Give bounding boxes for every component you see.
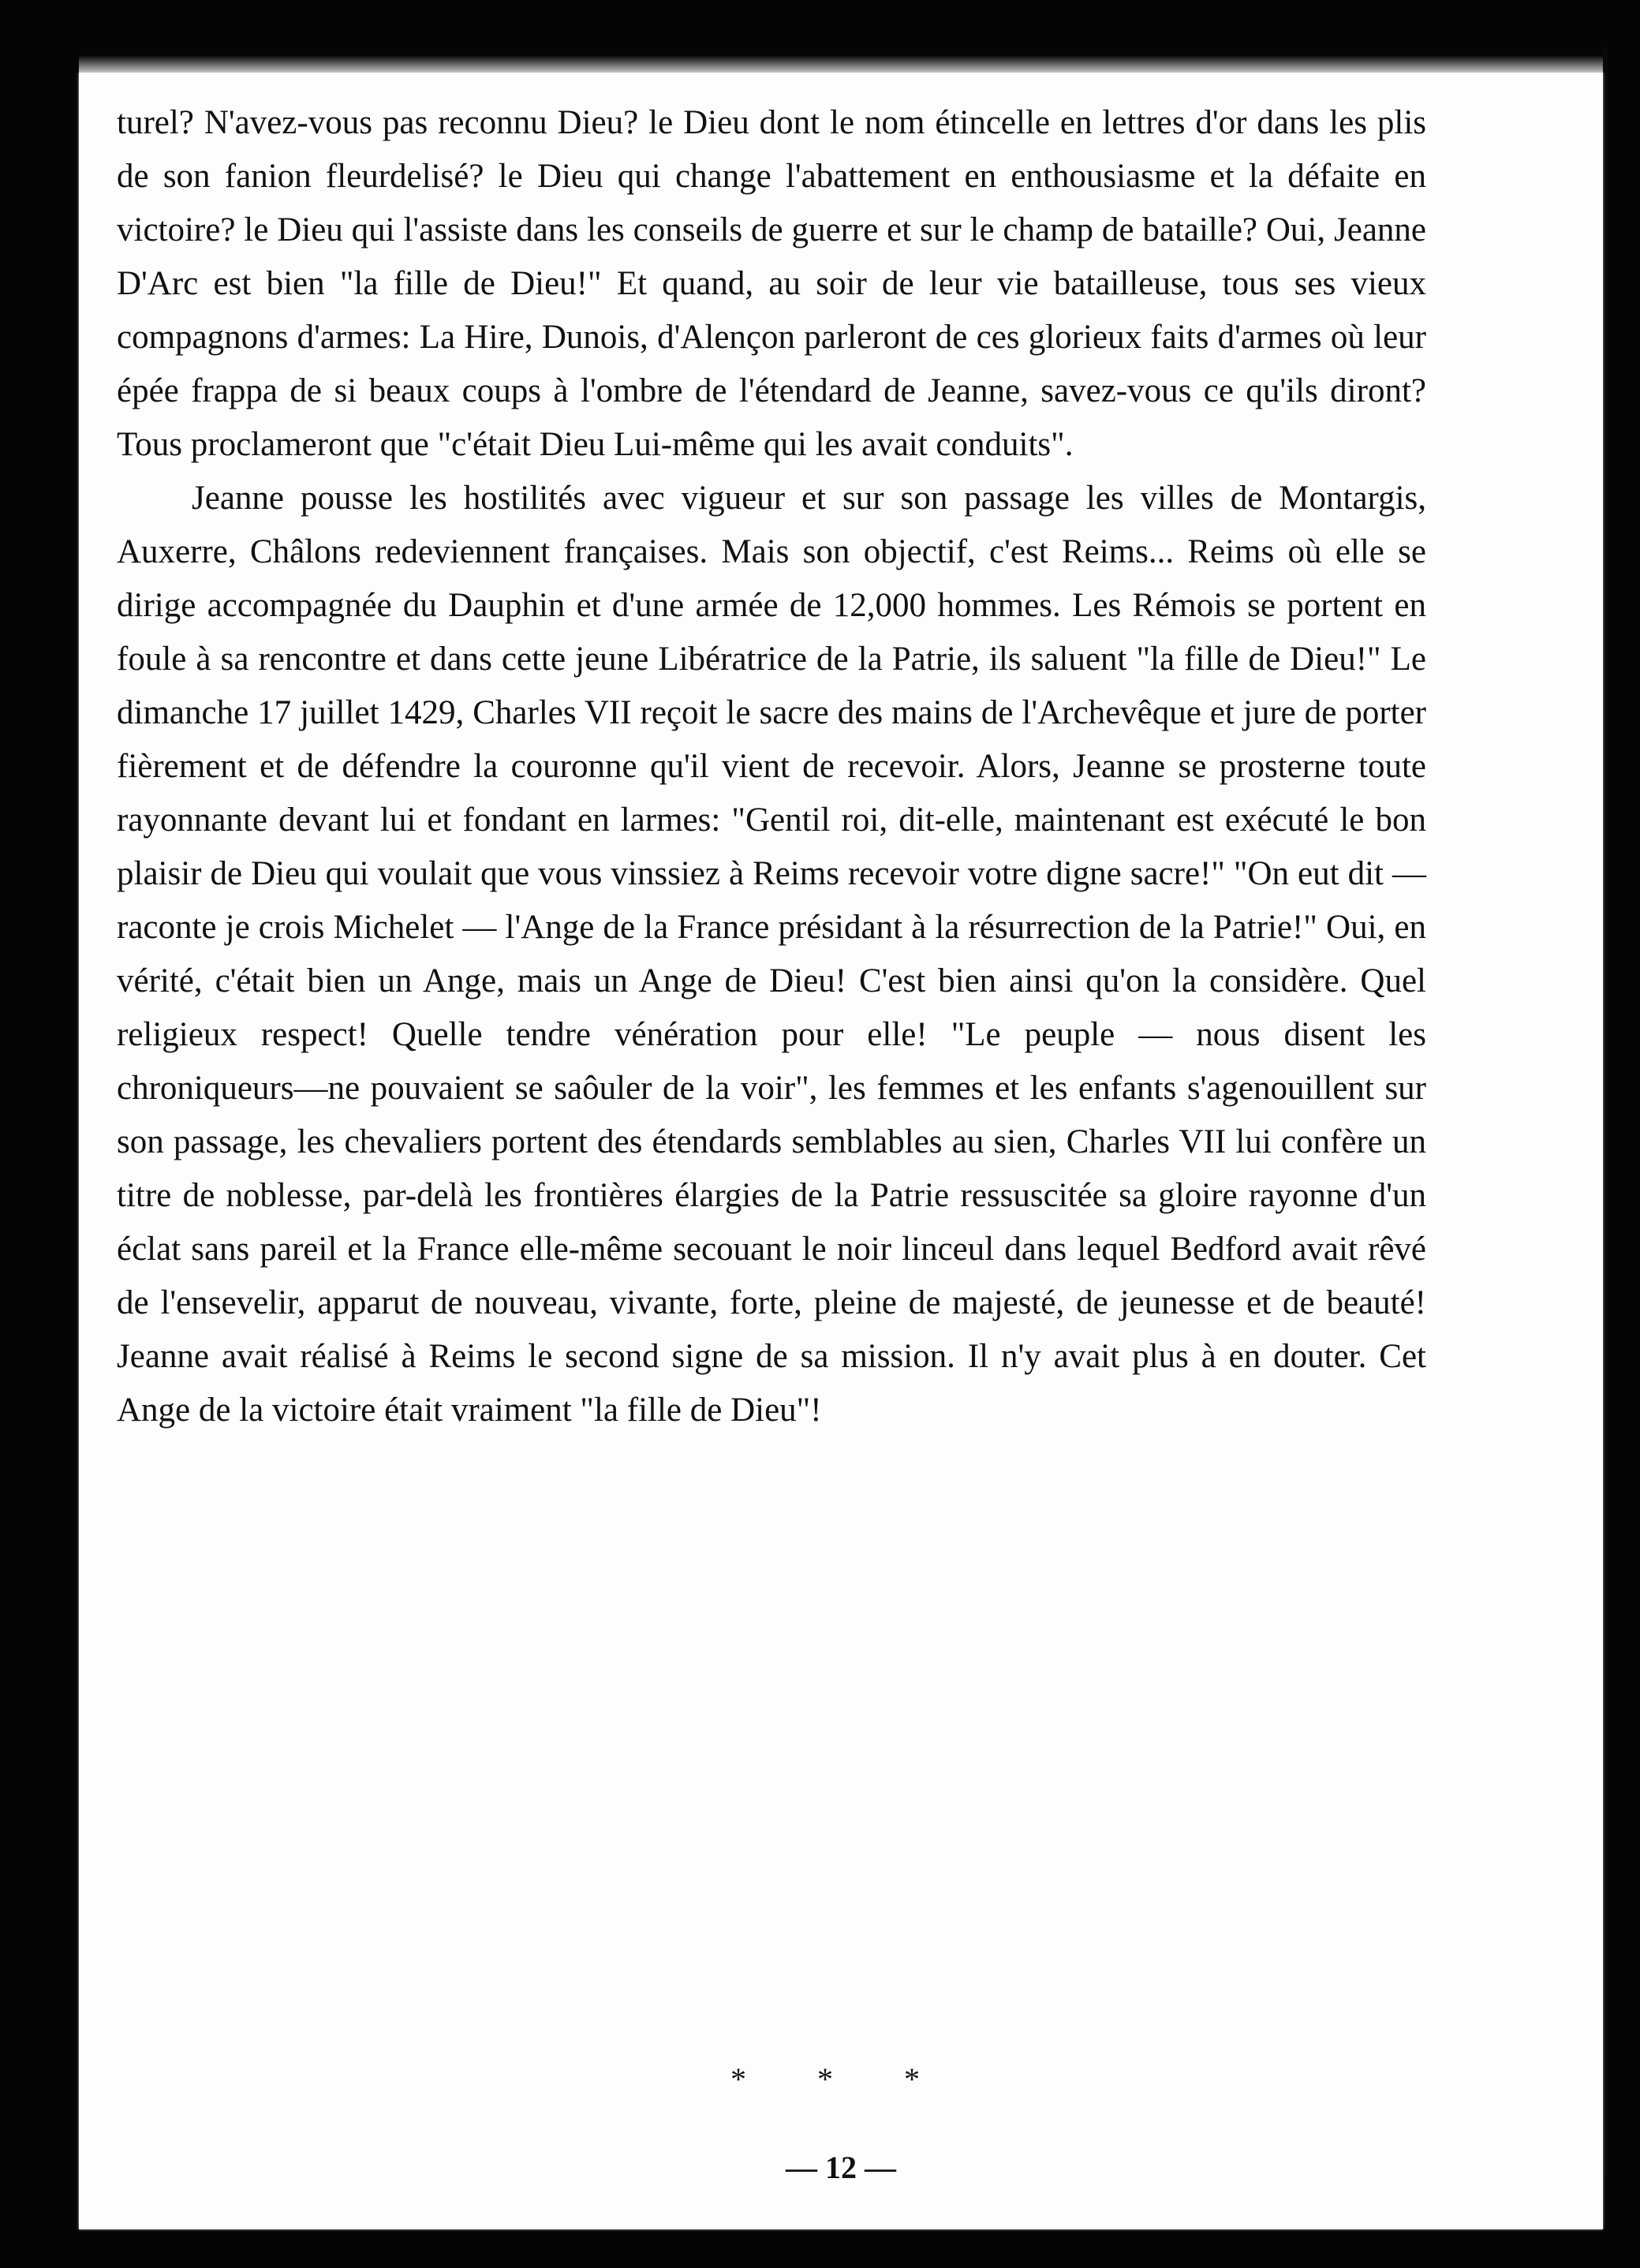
page-number: — 12 —	[786, 2150, 896, 2185]
body-text	[117, 96, 1426, 1437]
section-separator: * * *	[730, 2061, 951, 2097]
paragraph-1: turel? N'avez-vous pas reconnu Dieu? le Dieu dont le nom étincelle en lettres d'or dans les plis de son fanion fleurdelisé? le Dieu qui change l'abattement en enthousiasme et la défaite en victoire? le Dieu qui l'assiste dans les conseils de guerre et sur le champ de bataille? Oui, Jeanne D'Arc est bien "la fille de Dieu!" Et quand, au soir de leur vie batailleuse, tous ses vieux compagnons d'armes: La Hire, Dunois, d'Alençon parleront de ces glorieux faits d'armes où leur épée frappa de si beaux coups à l'ombre de l'étendard de Jeanne, savez-vous ce qu'ils diront? Tous proclameront que "c'était Dieu Lui-même qui les avait conduits".	[117, 104, 1426, 463]
paragraph-2: Jeanne pousse les hostilités avec vigueur et sur son passage les villes de Montargis, Auxerre, Châlons redeviennent françaises. Mais son objectif, c'est Reims... Reims où elle se dirige accompagnée du Dauphin et d'une armée de 12,000 hommes. Les Rémois se portent en foule à sa rencontre et dans cette jeune Libératrice de la Patrie, ils saluent "la fille de Dieu!" Le dimanche 17 juillet 1429, Charles VII reçoit le sacre des mains de l'Archevêque et jure de porter fièrement et de défendre la couronne qu'il vient de recevoir. Alors, Jeanne se prosterne toute rayonnante devant lui et fondant en larmes: "Gentil roi, dit-elle, maintenant est exécuté le bon plaisir de Dieu qui voulait que vous vinssiez à Reims recevoir votre digne sacre!" "On eut dit — raconte je crois Michelet — l'Ange de la France présidant à la résurrection de la Patrie!" Oui, en vérité, c'était bien un Ange, mais un Ange de Dieu! C'est bien ainsi qu'on la considère. Quel religieux respect! Quelle tendre vénération pour elle! "Le peuple — nous disent les chroniqueurs—ne pouvaient se saôuler de la voir", les femmes et les enfants s'agenouillent sur son passage, les chevaliers portent des étendards semblables au sien, Charles VII lui confère un titre de noblesse, par-delà les frontières élargies de la Patrie ressuscitée sa gloire rayonne d'un éclat sans pareil et la France elle-même secouant le noir linceul dans lequel Bedford avait rêvé de l'ensevelir, apparut de nouveau, vivante, forte, pleine de majesté, de jeunesse et de beauté! Jeanne avait réalisé à Reims le second signe de sa mission. Il n'y avait plus à en douter. Cet Ange de la victoire était vraiment "la fille de Dieu"!	[117, 480, 1426, 1429]
scan-right-border	[1603, 47, 1608, 2177]
